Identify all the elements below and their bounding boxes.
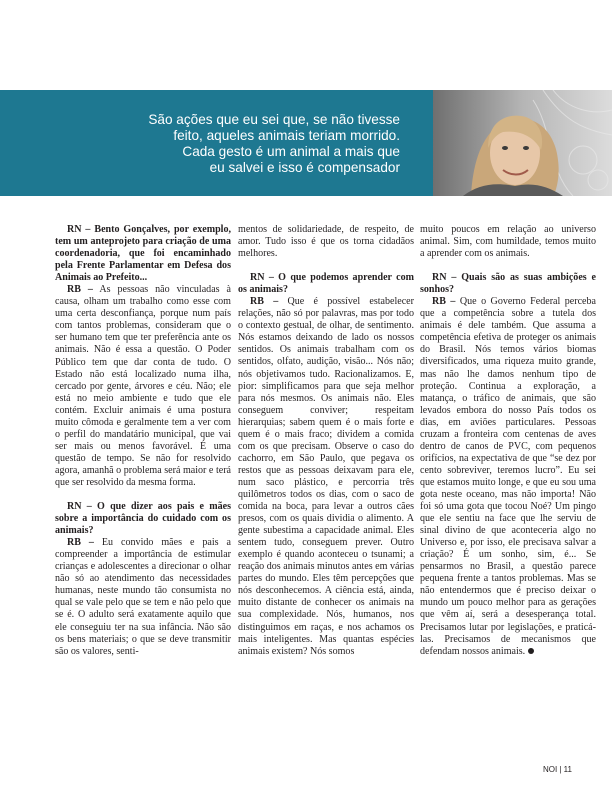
interview-answer: RB – As pessoas não vinculadas à causa, olham um trabalho como esse com uma certa desconfiança, porque num país com tantos problemas, consideram que o ser humano tem que ter preferência ante os animais. Não é essa a questão. O Poder Público tem que dar conta de tudo. O Estado não está localizado numa ilha, cercado por gente, árvores e céu. Não; ele está no meio ambiente e tudo que ele contém. Excluir animais é uma postura muito cômoda e geralmente tem a ver com o perfil do mandatário municipal, que vai ser mais ou menos favorável. É uma questão de tempo. Se não for resolvido agora, amanhã o problema será maior e terá que ser resolvido da mesma forma. (55, 284, 231, 488)
interview-answer-continued: muito poucos em relação ao universo animal. Sim, com humildade, temos muito a aprender com os animais. (420, 224, 596, 260)
pull-quote-line: eu salvei e isso é compensador (209, 160, 400, 175)
page-footer: NOI | 11 (542, 765, 572, 774)
portrait-image (433, 90, 612, 196)
interview-question: RN – O que dizer aos pais e mães sobre a importância do cuidado com os animais? (55, 501, 231, 537)
text-column-3 (420, 224, 596, 658)
pull-quote-line: São ações que eu sei que, se não tivesse (148, 112, 400, 127)
text-column-2 (238, 224, 414, 658)
interview-answer-continued: mentos de solidariedade, de respeito, de amor. Tudo isso é que os torna cidadãos melhores. (238, 224, 414, 260)
portrait-photo (433, 90, 612, 196)
interview-answer: RB – Que é possível estabelecer relações, não só por palavras, mas por todo o contexto gestual, de olhar, de sentimento. Nós estamos deixando de lado os nossos sentidos. Os animais trabalham com os sentidos, olfato, audição, visão... Nós não; nós objetivamos tudo. Racionalizamos. E, pior: simplificamos para que seja melhor para nós mesmos. Os animais não. Eles conseguem conviver; respeitam hierarquias; sabem quem é o mais forte e quem é o mais fraco; dividem a comida com os que precisam. Observe o caso do cachorro, em São Paulo, que pegava os restos que as pessoas deixavam para ele, num saco plástico, e percorria três quilômetros todos os dias, com o saco de comida na boca, para levar a outros cães presos, com os quais dividia o alimento. A gente subestima a capacidade animal. Eles sentem tudo, conseguem prever. Outro exemplo é quando aconteceu o tsunami; a reação dos animais minutos antes em várias partes do mundo. Eles têm percepções que nós desconhecemos. A ciência está, ainda, muito distante de conhecer os animais na sua complexidade. Nós, humanos, nos distinguimos em raças, e nos achamos os mais inteligentes. Mas quantas espécies animais existem? Nós somos (238, 296, 414, 657)
interview-question: RN – Quais são as suas ambições e sonhos? (420, 272, 596, 296)
interview-question: RN – O que podemos aprender com os animais? (238, 272, 414, 296)
interview-answer: RB – Eu convido mães e pais a compreender a importância de estimular crianças e adolescentes a direcionar o olhar não só ao atendimento das necessidades humanas, neste mundo tão consumista no qual se vale pelo que se tem e não pelo que se é. O adulto será exatamente aquilo que ele conseguiu ter na sua infância. Não são os bens materiais; o que se deve transmitir são os valores, senti- (55, 537, 231, 657)
interview-answer: RB – Que o Governo Federal perceba que a competência sobre a tutela dos animais é dele também. Que assuma a competência efetiva de proteger os animais do Brasil. Nós temos vários biomas diversificados, uma riqueza muito grande, mas não lhe damos nenhum tipo de proteção. Continua a exploração, a matança, o tráfico de animais, que são levados embora do nosso País todos os dias, em aviões particulares. Pessoas cruzam a fronteira com centenas de aves dentro de canos de PVC, com pequenos orifícios, na expectativa de que “se dez por cento sobreviver, teremos lucro”. Eu sei que estamos muito longe, e que eu sou uma gota neste oceano, mas não importa! Não foi só uma gota que tocou Noé? Um pingo que ele sentiu na face que lhe serviu de sinal divino de que aconteceria algo no Universo e, por isso, ele precisava salvar a criação? É um sonho, sim, é... Se pensarmos no Brasil, a questão parece pequena frente a tantos problemas. Mas se não entendermos que é preciso deixar o mundo um pouco melhor para as gerações que vêm aí, será a desesperança total. Precisamos lutar por legislações, e praticá-las. Precisamos de mecanismos que defendam nossos animais. (420, 296, 596, 657)
interview-question: RN – Bento Gonçalves, por exemplo, tem um anteprojeto para criação de uma coordenadoria, que foi encaminhado pela Frente Parlamentar em Defesa dos Animais ao Prefeito... (55, 224, 231, 284)
pull-quote (80, 112, 400, 176)
end-bullet-icon (528, 648, 534, 654)
pull-quote-line: Cada gesto é um animal a mais que (182, 144, 400, 159)
pull-quote-line: feito, aqueles animais teriam morrido. (173, 128, 400, 143)
text-column-1 (55, 224, 231, 658)
